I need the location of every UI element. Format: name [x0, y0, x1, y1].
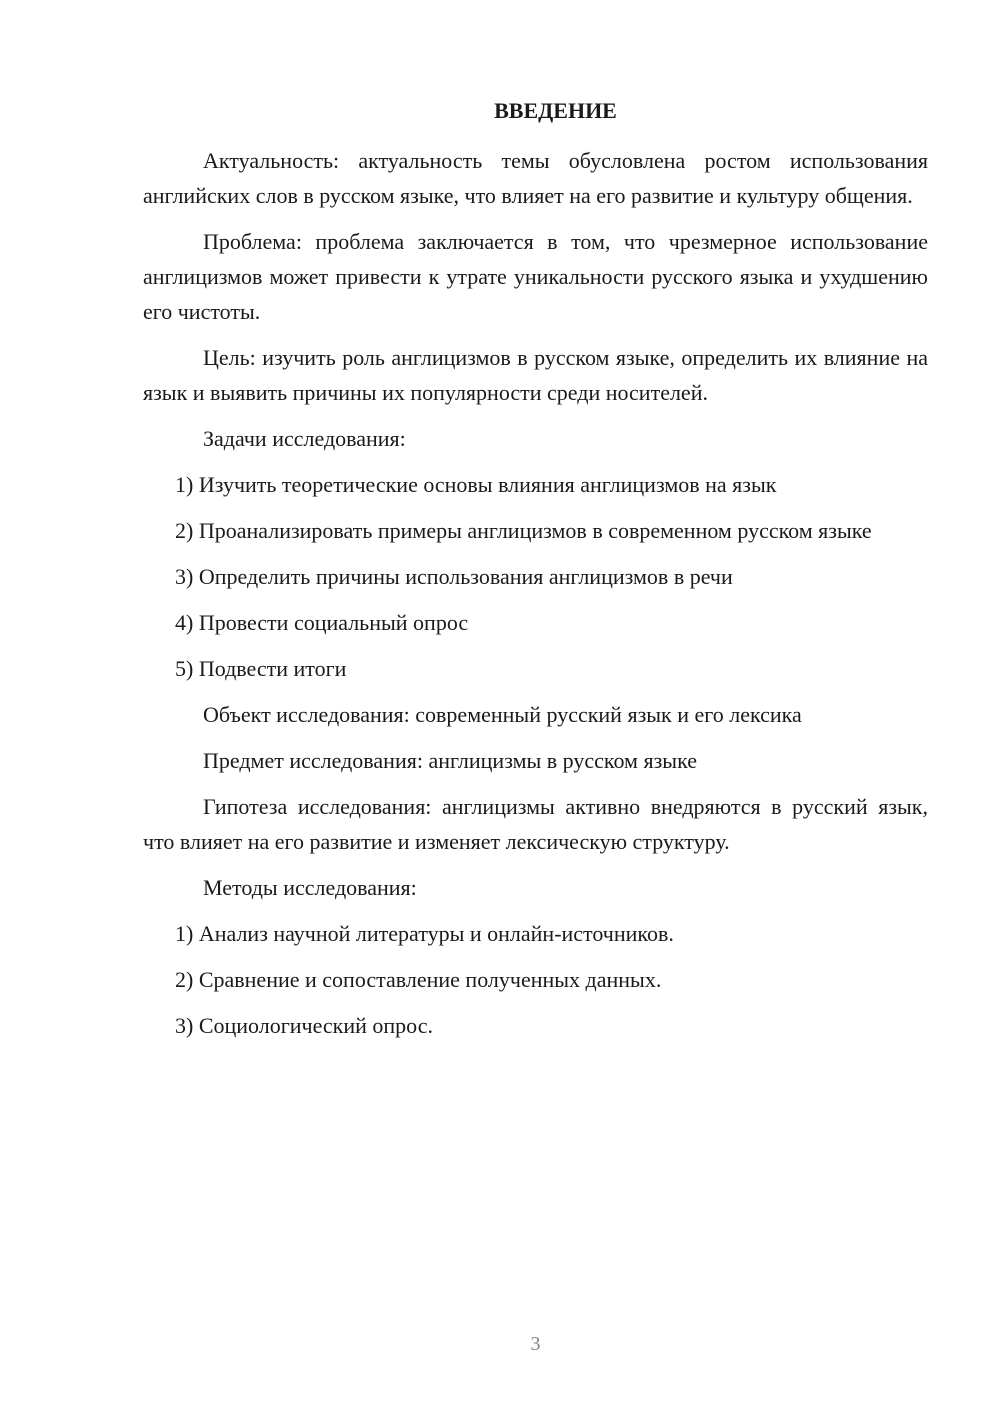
methods-heading: Методы исследования: — [203, 875, 417, 900]
subject-paragraph: Предмет исследования: англицизмы в русском языке — [203, 748, 697, 773]
method-item-1: 1) Анализ научной литературы и онлайн-источников. — [175, 921, 674, 946]
task-item-5: 5) Подвести итоги — [175, 656, 347, 681]
task-item-4: 4) Провести социальный опрос — [175, 610, 469, 635]
page-number: 3 — [530, 1333, 541, 1355]
tasks-heading: Задачи исследования: — [203, 426, 406, 451]
method-item-2: 2) Сравнение и сопоставление полученных данных. — [175, 967, 662, 992]
task-item-1: 1) Изучить теоретические основы влияния англицизмов на язык — [175, 472, 777, 497]
task-item-2: 2) Проанализировать примеры англицизмов в современном русском языке — [175, 518, 872, 543]
page-title: ВВЕДЕНИЕ — [494, 98, 617, 123]
method-item-3: 3) Социологический опрос. — [175, 1013, 433, 1038]
goal-paragraph: Цель: изучить роль англицизмов в русском языке, определить их влияние на язык и выявить причины их популярности среди носителей. — [143, 345, 928, 405]
document-body — [143, 143, 928, 1054]
document-page — [143, 0, 928, 1414]
problem-paragraph: Проблема: проблема заключается в том, что чрезмерное использование англицизмов может привести к утрате уникальности русского языка и ухудшению его чистоты. — [143, 229, 928, 324]
relevance-paragraph: Актуальность: актуальность темы обусловлена ростом использования английских слов в русском языке, что влияет на его развитие и культуру общения. — [143, 148, 928, 208]
hypothesis-paragraph: Гипотеза исследования: англицизмы активно внедряются в русский язык, что влияет на его развитие и изменяет лексическую структуру. — [143, 794, 928, 854]
task-item-3: 3) Определить причины использования англицизмов в речи — [175, 564, 733, 589]
object-paragraph: Объект исследования: современный русский язык и его лексика — [203, 702, 802, 727]
